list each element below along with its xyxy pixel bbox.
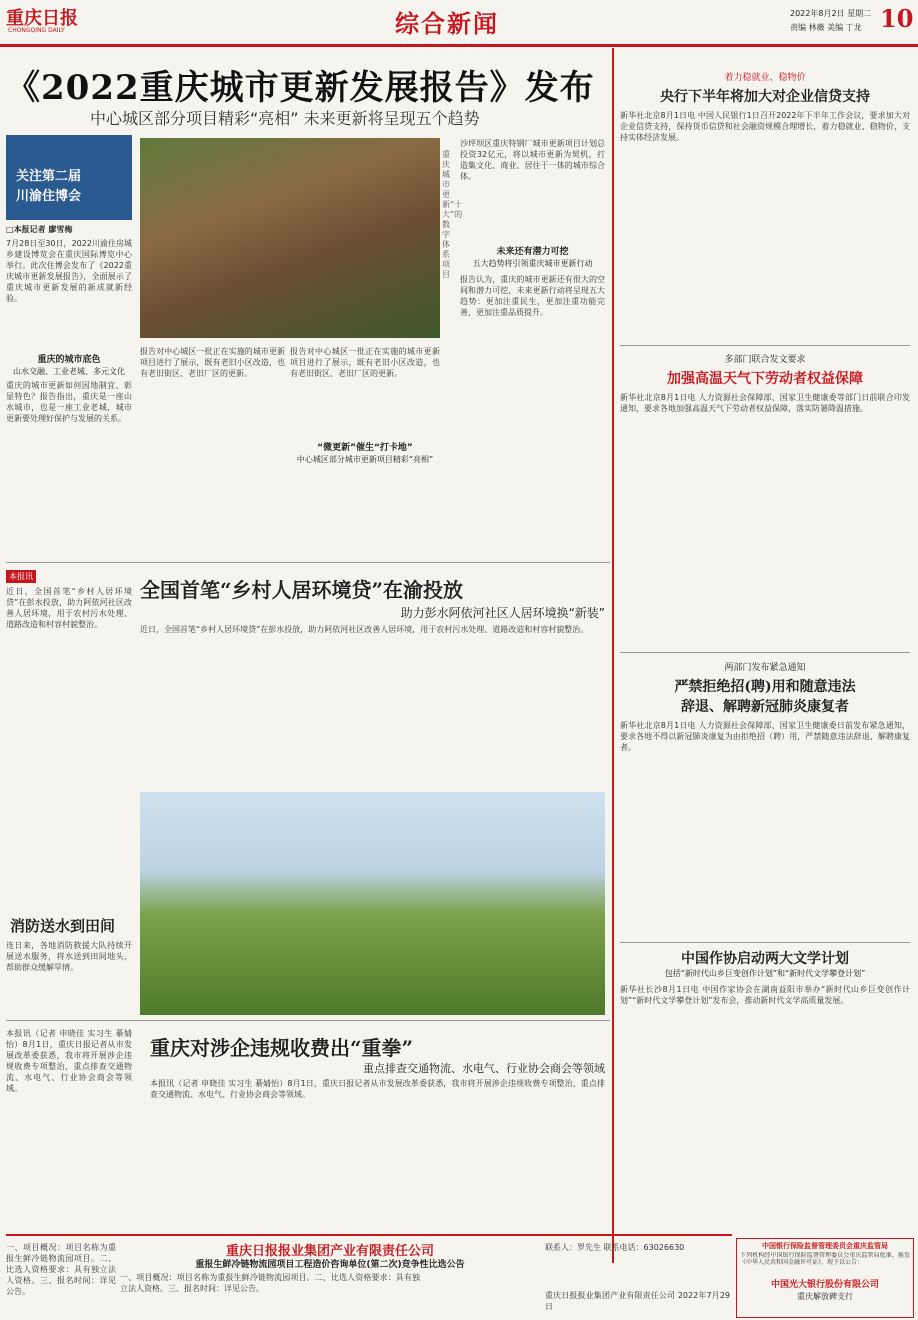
masthead [0, 0, 918, 47]
covid-title2: 辞退、解聘新冠肺炎康复者 [681, 699, 849, 715]
bank-ad [736, 1238, 914, 1318]
lead-title: 《2022重庆城市更新发展报告》发布 [6, 68, 595, 108]
lead-intro: 7月28日至30日，2022川渝住房城乡建设博览会在重庆国际博览中心举行。此次住博会发布了《2022重庆城市更新发展报告》，全面展示了重庆城市更新发展的新成就新经验。 [6, 239, 132, 303]
editors: 责编 林薇 美编 丁龙 [790, 23, 862, 32]
fees-subtitle: 重点排查交通物流、水电气、行业协会商会等领域 [363, 1062, 605, 1075]
credit-body: 新华社北京8月1日电 中国人民银行1日召开2022年下半年工作会议，要求加大对企业信贷支持，保持货币信贷和社会融资规模合理增长，着力稳就业、稳物价，支持实体经济发展。 [620, 111, 910, 142]
covid-body: 新华社北京8月1日电 人力资源社会保障部、国家卫生健康委日前发布紧急通知，要求各地不得以新冠肺炎康复为由拒绝招（聘）用，严禁随意违法辞退、解聘康复者。 [620, 721, 910, 752]
fire-body: 连日来，各地消防救援大队持续开展送水服务，将水送到田间地头，帮助群众缓解旱情。 [6, 941, 132, 972]
heat-kicker: 多部门联合发文要求 [724, 355, 806, 365]
divider-1 [620, 345, 910, 346]
rural-body: 近日，全国首笔“乡村人居环境贷”在彭水投放，助力阿依河社区改善人居环境，用于农村污水处理、道路改造和村容村貌整治。 [140, 625, 589, 634]
column-divider [612, 48, 614, 1263]
fees-title: 重庆对涉企违规收费出“重拳” [150, 1036, 414, 1060]
logo-sub: CHONGQING DAILY [8, 27, 65, 34]
fire-title: 消防送水到田间 [10, 917, 116, 935]
page-number: 10 [880, 4, 914, 33]
bank-ad-title: 中国银行保险监督管理委员会重庆监管局 [762, 1242, 888, 1250]
notice-title: 重庆日报报业集团产业有限责任公司 [225, 1244, 434, 1259]
lead-col-r1: 沙坪坝区重庆特钢厂城市更新项目计划总投资32亿元，将以城市更新为契机，打造集文化、商业、居住于一体的城市综合体。 [460, 139, 605, 181]
heat-title: 加强高温天气下劳动者权益保障 [667, 371, 863, 387]
lead-col-r2: 报告认为，重庆的城市更新还有很大的空间和潜力可挖，未来更新行动将呈现五大趋势：更加注重民生，更加注重功能完善，更加注重品质提升。 [460, 275, 605, 317]
lead-sub3b: 五大趋势将引领重庆城市更新行动 [472, 259, 593, 268]
notice-subtitle: 重报生鲜冷链物流园项目工程造价咨询单位(第二次)竞争性比选公告 [195, 1260, 465, 1270]
lead-byline: □本报记者 廖雪梅 [6, 225, 73, 234]
lead-col-mid2: 报告对中心城区一批正在实施的城市更新项目进行了展示，既有老旧小区改造，也有老旧街区、老旧厂区的更新。 [290, 347, 440, 378]
notice-signoff: 重庆日报报业集团产业有限责任公司 2022年7月29日 [545, 1291, 730, 1311]
photo-caption: 重庆城市更新“十大”的数字体系项目 [442, 150, 463, 279]
lead-sub1: 重庆的城市底色 [37, 355, 101, 365]
notice-rule [6, 1234, 732, 1236]
divider-2 [6, 562, 610, 563]
bank-name: 中国光大银行股份有限公司 [770, 1280, 879, 1290]
bank-ad-body: 下列机构经中国银行保险监督管理委员会重庆监管局批准，换发《中华人民共和国金融许可证》，现予以公告： [740, 1252, 910, 1266]
rural-body-left: 近日，全国首笔“乡村人居环境贷”在彭水投放，助力阿依河社区改善人居环境，用于农村污水处理、道路改造和村容村貌整治。 [6, 587, 132, 629]
covid-kicker: 两部门发布紧急通知 [724, 663, 806, 673]
lead-sub1b: 山水交融、工业老城、多元文化 [13, 367, 125, 376]
covid-title1: 严禁拒绝招(聘)用和随意违法 [674, 679, 856, 695]
rural-badge: 本报讯 [6, 570, 36, 583]
lead-sub2b: 中心城区部分城市更新项目精彩“亮相” [296, 455, 434, 464]
writers-title: 中国作协启动两大文学计划 [681, 951, 849, 967]
logo-text: 重庆日报 [6, 8, 78, 29]
fees-body: 本报讯（记者 申晓佳 实习生 綦婧怡）8月1日，重庆日报记者从市发展改革委获悉，我市将开展涉企违规收费专项整治，重点排查交通物流、水电气、行业协会商会等领域。 [150, 1079, 605, 1099]
writers-body: 新华社长沙8月1日电 中国作家协会在湖南益阳市举办“新时代山乡巨变创作计划”“新时代文学攀登计划”发布会，推动新时代文学高质量发展。 [620, 985, 910, 1005]
fees-body-left: 本报讯（记者 申晓佳 实习生 綦婧怡）8月1日，重庆日报记者从市发展改革委获悉，我市将开展涉企违规收费专项整治，重点排查交通物流、水电气、行业协会商会等领域。 [6, 1029, 132, 1093]
banner-line1: 关注第二届 [16, 169, 82, 184]
rural-title: 全国首笔“乡村人居环境贷”在渝投放 [140, 578, 464, 602]
divider-5 [6, 1020, 610, 1021]
bank-branch: 重庆解放碑支行 [797, 1292, 853, 1301]
heat-body: 新华社北京8月1日电 人力资源社会保障部、国家卫生健康委等部门日前联合印发通知，要求各地加强高温天气下劳动者权益保障，落实防暑降温措施。 [620, 393, 910, 413]
lead-col-mid: 报告对中心城区一批正在实施的城市更新项目进行了展示，既有老旧小区改造，也有老旧街区、老旧厂区的更新。 [140, 347, 285, 378]
lead-subtitle: 中心城区部分项目精彩“亮相” 未来更新将呈现五个趋势 [90, 109, 480, 128]
lead-sub3: 未来还有潜力可挖 [496, 247, 569, 257]
lead-photo [140, 138, 440, 338]
rural-subtitle: 助力彭水阿依河社区人居环境换“新装” [400, 606, 605, 620]
expo-banner [6, 135, 132, 220]
banner-line2: 川渝住博会 [16, 189, 82, 204]
fire-photo [140, 792, 605, 1015]
credit-title: 央行下半年将加大对企业信贷支持 [660, 89, 870, 105]
section-title: 综合新闻 [395, 9, 499, 38]
divider-4 [620, 942, 910, 943]
notice-body: 一、项目概况：项目名称为重报生鲜冷链物流园项目。二、比选人资格要求：具有独立法人资格。三、报名时间：详见公告。 [120, 1273, 420, 1293]
divider-3 [620, 652, 910, 653]
lead-body1: 重庆的城市更新如何因地制宜、彰显特色？报告指出，重庆是一座山水城市，也是一座工业老城，城市更新要处理好保护与发展的关系。 [6, 381, 132, 423]
writers-subtitle: 包括“新时代山乡巨变创作计划”和“新时代文学攀登计划” [664, 969, 866, 978]
lead-sub2: “微更新”催生“打卡地” [317, 443, 413, 453]
date-line: 2022年8月2日 星期二 [790, 9, 872, 18]
credit-kicker: 着力稳就业、稳物价 [724, 73, 806, 83]
notice-body-left: 一、项目概况：项目名称为重报生鲜冷链物流园项目。二、比选人资格要求：具有独立法人资格。三、报名时间：详见公告。 [6, 1243, 116, 1296]
notice-contact: 联系人：罗先生 联系电话：63026630 [545, 1243, 685, 1252]
